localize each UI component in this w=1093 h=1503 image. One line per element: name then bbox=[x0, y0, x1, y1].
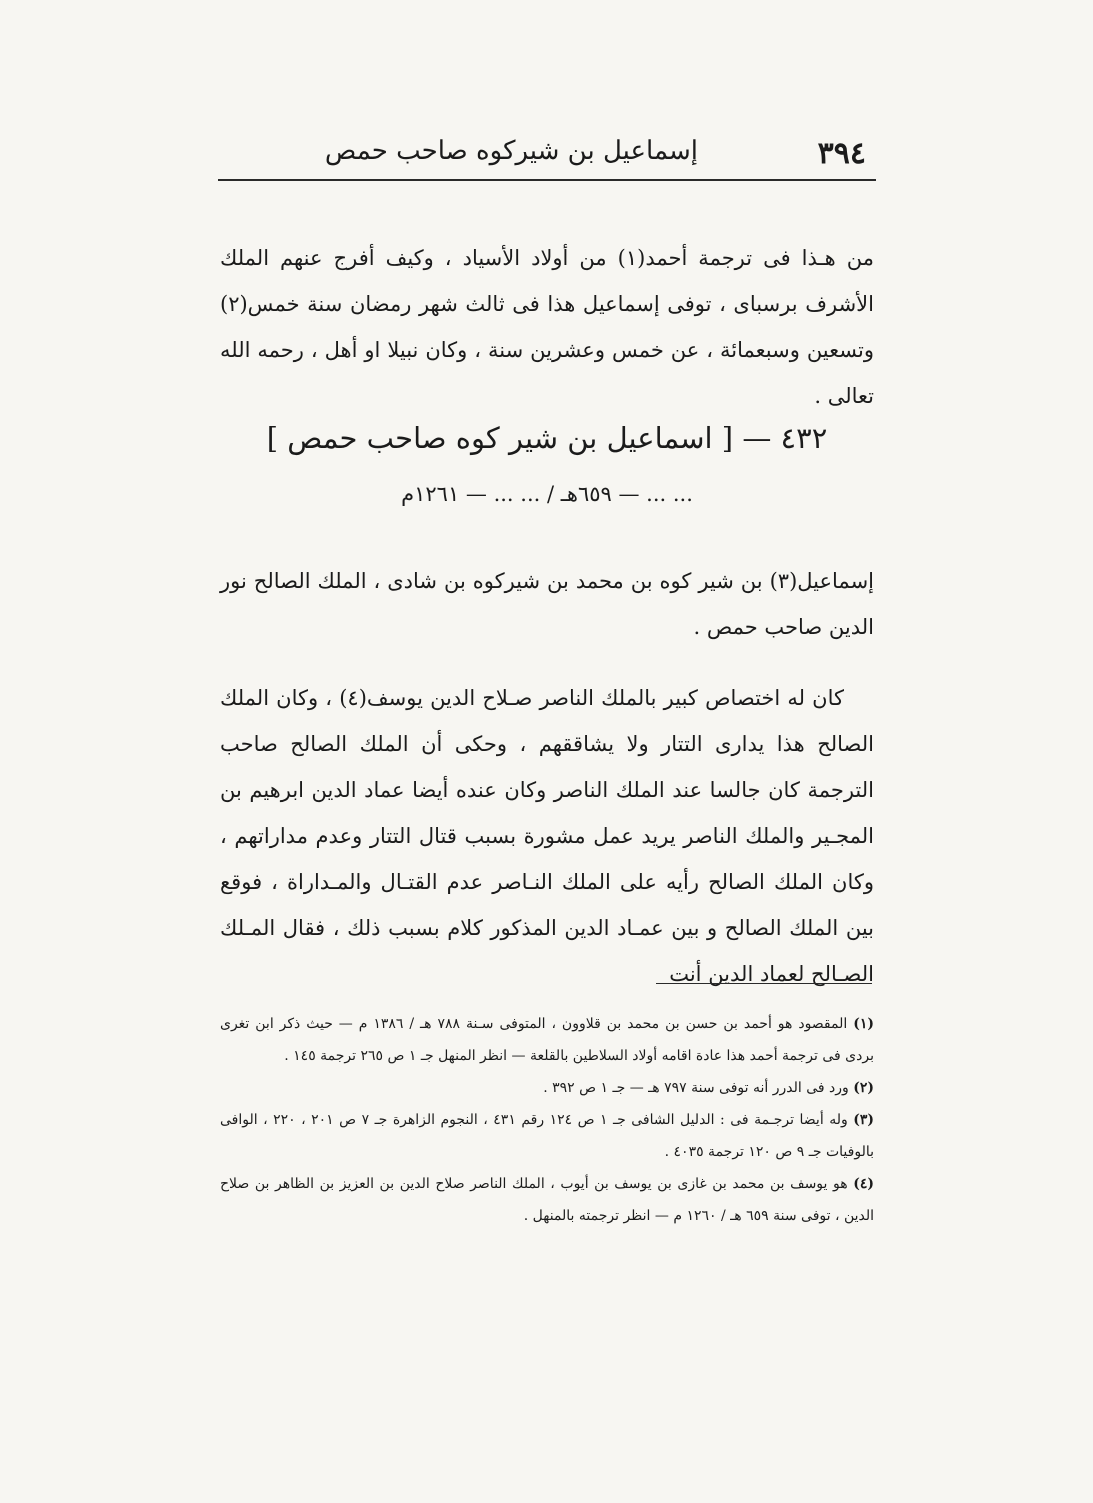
footnote-4 bbox=[220, 1168, 874, 1232]
main-paragraph: كان له اختصاص كبير بالملك الناصر صـلاح الدين يوسف(٤) ، وكان الملك الصالح هذا يدارى التتار ولا يشاققهم ، وحكى أن الملك الصالح صاحب الترجمة كان جالسا عند الملك الناصر وكان عنده أيضا عماد الدين ابرهيم بن المجـير والملك الناصر يريد عمل مشورة بسبب قتال التتار وعدم مداراتهم ، وكان الملك الصالح رأيه على الملك النـاصر عدم القتـال والمـداراة ، فوقع بين الملك الصالح و بين عمـاد الدين المذكور كلام بسبب ذلك ، فقال المـلك الصـالح لعماد الدين أنت bbox=[220, 686, 874, 986]
continuation-paragraph: من هـذا فى ترجمة أحمد(١) من أولاد الأسياد ، وكيف أفرج عنهم الملك الأشرف برسباى ، توفى إسماعيل هذا فى ثالث شهر رمضان سنة خمس(٢) وتسعين وسبعمائة ، عن خمس وعشرين سنة ، وكان نبيلا او أهل ، رحمه الله تعالى . bbox=[220, 246, 874, 408]
page-header bbox=[218, 132, 878, 178]
running-title: إسماعيل بن شيركوه صاحب حمص bbox=[324, 136, 698, 166]
footnote-number: (٢) bbox=[853, 1080, 874, 1096]
page-number: ٣٩٤ bbox=[817, 136, 866, 171]
footnotes-section bbox=[220, 1008, 874, 1232]
header-rule bbox=[218, 179, 876, 181]
entry-dates: ... ... — ٦٥٩هـ / ... ... — ١٢٦١م bbox=[401, 482, 693, 506]
footnote-text: وله أيضا ترجـمة فى : الدليل الشافى جـ ١ ص ١٢٤ رقم ٤٣١ ، النجوم الزاهرة جـ ٧ ص ٢٠١ ، ٢٢٠ ، الوافى بالوفيات جـ ٩ ص ١٢٠ ترجمة ٤٠٣٥ . bbox=[220, 1112, 874, 1160]
footnote-number: (٤) bbox=[853, 1176, 875, 1192]
entry-heading: ٤٣٢ — [ اسماعيل بن شير كوه صاحب حمص ] bbox=[266, 421, 828, 455]
footnote-text: هو يوسف بن محمد بن غازى بن يوسف بن أيوب ، الملك الناصر صلاح الدين بن العزيز بن الظاهر بن صلاح الدين ، توفى سنة ٦٥٩ هـ / ١٢٦٠ م — انظر ترجمته بالمنهل . bbox=[220, 1176, 874, 1224]
footnote-1 bbox=[220, 1008, 874, 1072]
footnote-rule bbox=[656, 983, 872, 984]
footnote-3 bbox=[220, 1104, 874, 1168]
footnote-text: ورد فى الدرر أنه توفى سنة ٧٩٧ هـ — جـ ١ ص ٣٩٢ . bbox=[543, 1080, 849, 1096]
intro-paragraph: إسماعيل(٣) بن شير كوه بن محمد بن شيركوه بن شادى ، الملك الصالح نور الدين صاحب حمص . bbox=[220, 569, 874, 639]
footnote-number: (٣) bbox=[853, 1112, 874, 1128]
footnote-text: المقصود هو أحمد بن حسن بن محمد بن قلاوون ، المتوفى سـنة ٧٨٨ هـ / ١٣٨٦ م — حيث ذكر ابن تغرى بردى فى ترجمة أحمد هذا عادة اقامه أولاد السلاطين بالقلعة — انظر المنهل جـ ١ ص ٢٦٥ ترجمة ١٤٥ . bbox=[220, 1016, 874, 1064]
footnote-number: (١) bbox=[853, 1016, 875, 1032]
footnote-2 bbox=[220, 1072, 874, 1104]
